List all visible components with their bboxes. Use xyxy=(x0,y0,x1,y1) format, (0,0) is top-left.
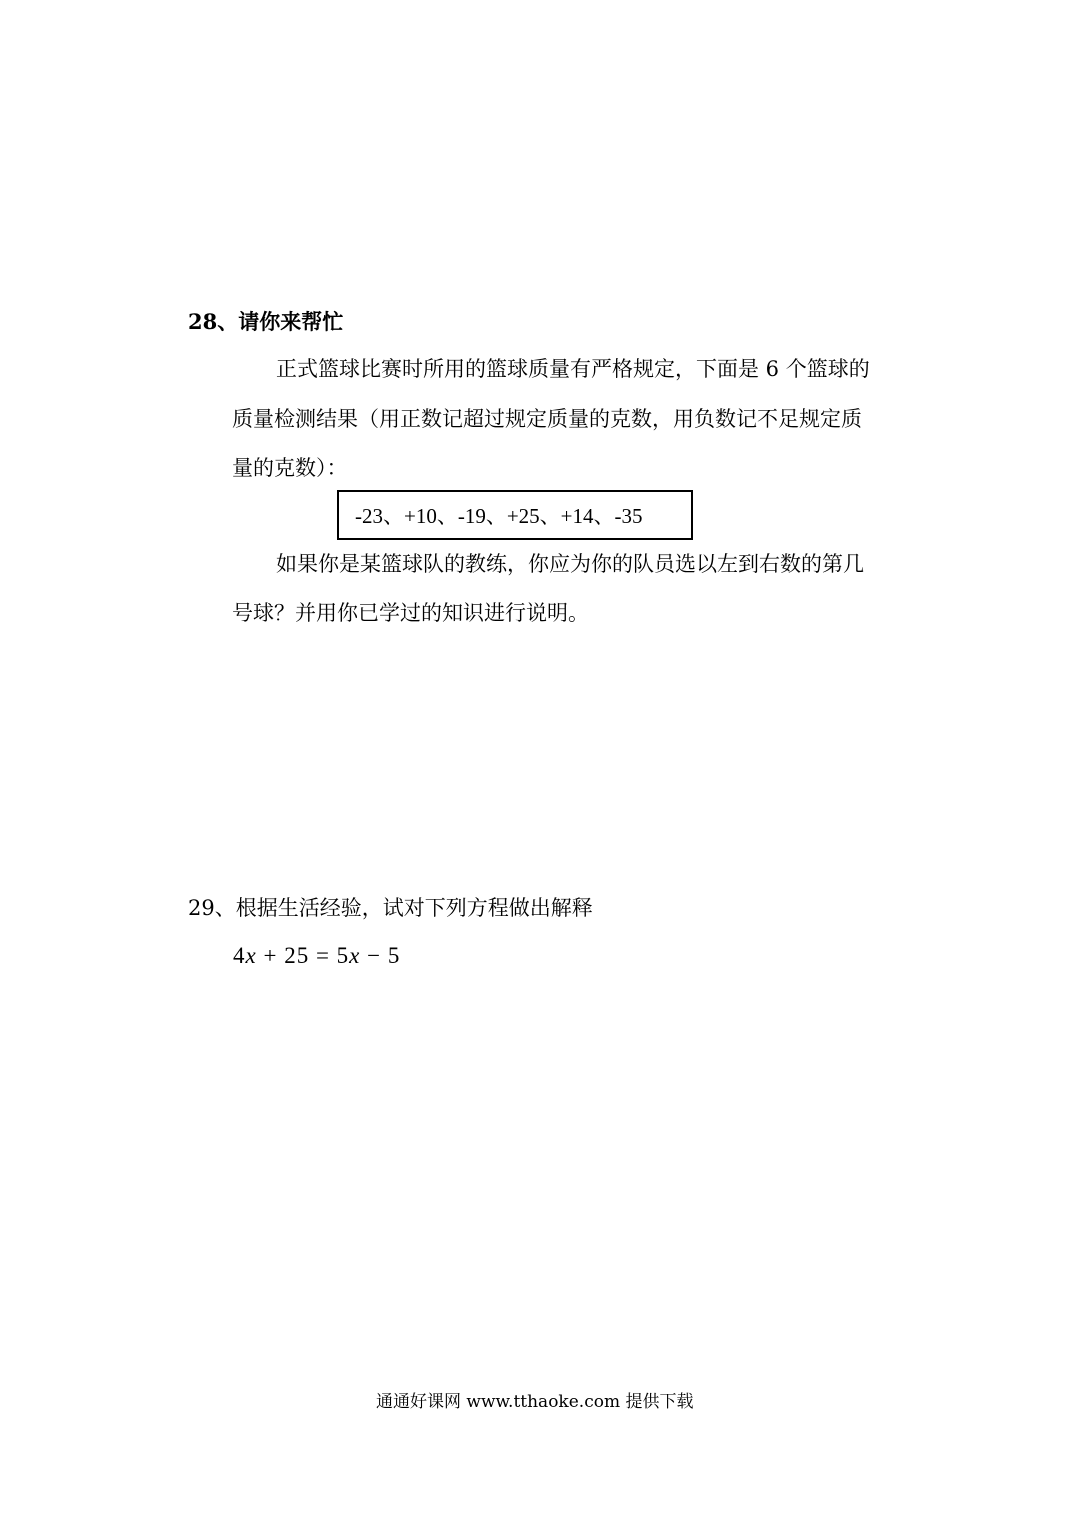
question-28-text-line-3: 量的克数）： xyxy=(232,456,348,480)
equation-left-coefficient: 4 xyxy=(233,943,246,968)
equation-middle: + 25 = 5 xyxy=(256,943,350,968)
question-28-title: 28、请你来帮忙 xyxy=(188,309,344,334)
question-28-text-line-1: 正式篮球比赛时所用的篮球质量有严格规定，下面是 6 个篮球的 xyxy=(276,357,870,381)
equation-variable-left: x xyxy=(245,943,257,968)
question-28-text-line-2: 质量检测结果（用正数记超过规定质量的克数，用负数记不足规定质 xyxy=(232,407,862,431)
measurement-data-box xyxy=(337,490,693,540)
question-28-prompt-line-2: 号球？并用你已学过的知识进行说明。 xyxy=(232,601,589,625)
equation-right: − 5 xyxy=(360,943,401,968)
footer-credit: 通通好课网 www.tthaoke.com 提供下载 xyxy=(376,1392,694,1412)
equation-variable-right: x xyxy=(349,943,361,968)
equation xyxy=(233,940,400,972)
question-29-title: 29、根据生活经验，试对下列方程做出解释 xyxy=(188,896,593,920)
question-28-prompt-line-1: 如果你是某篮球队的教练，你应为你的队员选以左到右数的第几 xyxy=(276,552,864,576)
measurement-values: -23、+10、-19、+25、+14、-35 xyxy=(355,504,643,528)
